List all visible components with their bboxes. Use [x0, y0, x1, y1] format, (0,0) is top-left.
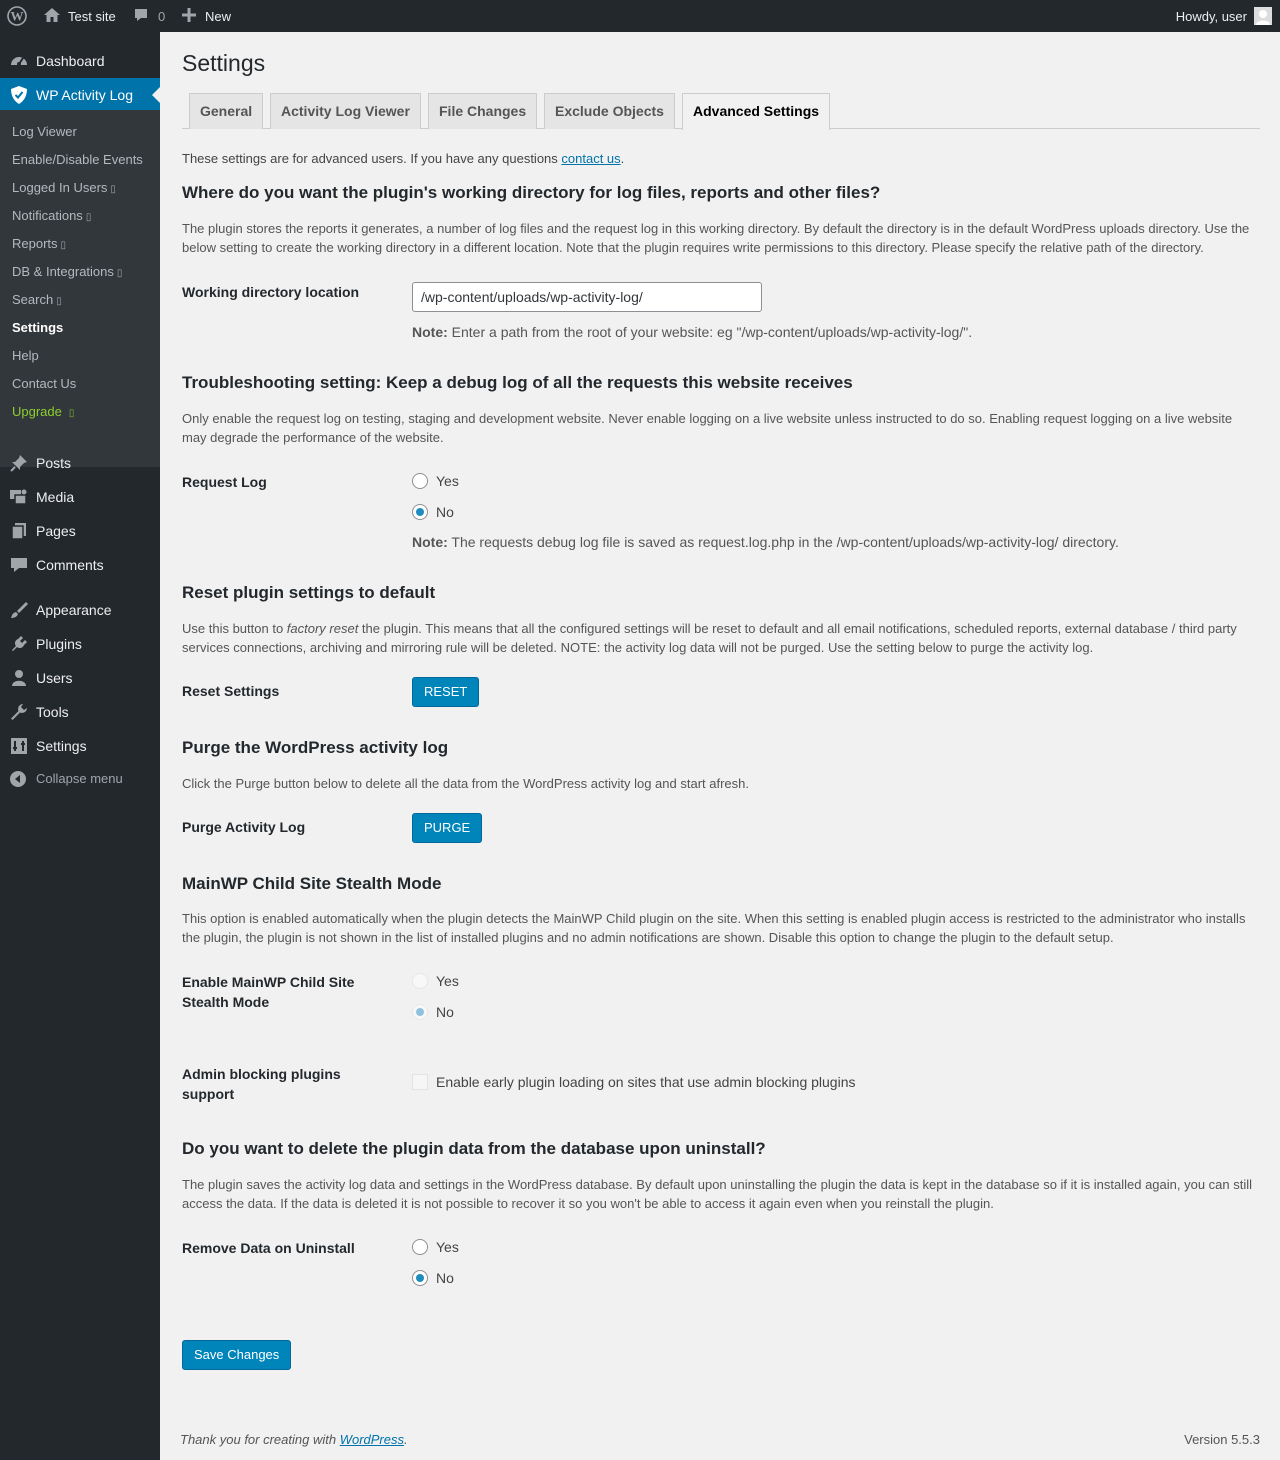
pages-icon [9, 521, 29, 541]
admin-sidebar [0, 32, 160, 1460]
working-directory-input[interactable] [412, 282, 762, 312]
avatar [1254, 7, 1272, 25]
menu-settings[interactable] [0, 729, 160, 763]
working-directory-description: The plugin stores the reports it generates, a number of log files and the request log in this working directory. By default the directory is in the default WordPress uploads directory. Use the below setting to create the working directory in a different location. Note that the plugin requires write permissions to this directory. Please specify the relative path of the directory. [182, 221, 1250, 255]
menu-posts[interactable] [0, 446, 160, 480]
admin-blocking-option[interactable]: Enable early plugin loading on sites that use admin blocking plugins [412, 1072, 856, 1092]
working-directory-heading: Where do you want the plugin's working directory for log files, reports and other files? [182, 183, 881, 202]
submenu-log-viewer[interactable]: Log Viewer [12, 124, 77, 139]
tab-activity-log-viewer[interactable]: Activity Log Viewer [270, 93, 421, 129]
remove-data-no-option[interactable]: No [412, 1268, 454, 1288]
admin-blocking-label: Admin blocking plugins support [182, 1066, 341, 1102]
menu-label: Dashboard [36, 53, 105, 69]
site-name-link[interactable] [43, 0, 116, 32]
dashboard-gauge-icon [9, 51, 29, 71]
comments-link[interactable] [133, 0, 165, 32]
stealth-mode-no-radio[interactable] [412, 1004, 428, 1020]
uninstall-description: The plugin saves the activity log data and settings in the WordPress database. By default upon uninstalling the plugin the data is kept in the database so if it is installed again, you can still access the data. If the data is deleted it is not possible to recover it so you won't be able to access it again even when you reinstall the plugin. [182, 1177, 1253, 1211]
collapse-label: Collapse menu [36, 771, 123, 786]
settings-tabs [182, 93, 1260, 129]
comments-count: 0 [158, 8, 166, 24]
menu-label: Appearance [36, 602, 112, 618]
stealth-mode-yes-radio[interactable] [412, 973, 428, 989]
request-log-note: Note: The requests debug log file is saved as request.log.php in the /wp-content/uploads/wp-activity-log/ directory. [412, 534, 1119, 550]
menu-label: Comments [36, 557, 104, 573]
menu-comments[interactable] [0, 548, 160, 582]
submenu-notifications[interactable]: Notifications ▯ [12, 208, 92, 223]
comment-bubble-icon [9, 555, 29, 575]
wrench-icon [9, 702, 29, 722]
media-icon [9, 487, 29, 507]
remove-data-no-radio[interactable] [412, 1270, 428, 1286]
reset-button[interactable]: RESET [412, 677, 479, 707]
working-directory-note: Note: Enter a path from the root of your website: eg "/wp-content/uploads/wp-activity-log/". [412, 324, 973, 340]
menu-label: Settings [36, 738, 87, 754]
plug-icon [9, 634, 29, 654]
submenu-search[interactable]: Search ▯ [12, 292, 62, 307]
plugin-submenu [0, 110, 160, 467]
comment-bubble-icon [133, 7, 149, 26]
pushpin-icon [9, 453, 29, 473]
wordpress-version: Version 5.5.3 [1184, 1432, 1260, 1447]
reset-heading: Reset plugin settings to default [182, 583, 436, 602]
page-title: Settings [182, 50, 266, 76]
collapse-menu-button[interactable] [0, 762, 160, 796]
my-account-link[interactable] [1176, 0, 1272, 32]
wordpress-link[interactable]: WordPress [339, 1432, 404, 1447]
wordpress-logo-icon[interactable] [7, 0, 27, 32]
menu-label: Media [36, 489, 75, 505]
submenu-upgrade[interactable]: Upgrade ▯ [12, 404, 75, 419]
request-log-yes-option[interactable]: Yes [412, 471, 459, 491]
purge-button[interactable]: PURGE [412, 813, 482, 843]
reset-description: Use this button to factory reset the plugin. This means that all the configured settings will be reset to default and all email notifications, scheduled reports, external database / third party services connections, archiving and mirroring rule will be deleted. NOTE: the activity log data will not be purged. Use the setting below to purge the activity log. [182, 621, 1237, 655]
stealth-mode-label: Enable MainWP Child Site Stealth Mode [182, 974, 355, 1010]
menu-tools[interactable] [0, 695, 160, 729]
admin-bar [0, 0, 1280, 32]
stealth-mode-description: This option is enabled automatically when the plugin detects the MainWP Child plugin on the site. When this setting is enabled plugin access is restricted to the administrator who installs the plugin, the plugin is not shown in the list of installed plugins and no admin notifications are shown. Disable this option to change the plugin to the default setup. [182, 911, 1246, 945]
stealth-mode-heading: MainWP Child Site Stealth Mode [182, 874, 442, 893]
remove-data-yes-option[interactable]: Yes [412, 1237, 459, 1257]
request-log-yes-radio[interactable] [412, 473, 428, 489]
new-content-link[interactable] [182, 0, 231, 32]
menu-label: Pages [36, 523, 76, 539]
settings-sliders-icon [9, 736, 29, 756]
svg-text:W: W [10, 8, 24, 24]
stealth-mode-yes-option[interactable]: Yes [412, 971, 459, 991]
troubleshooting-description: Only enable the request log on testing, staging and development website. Never enable logging on a live website unless instructed to do so. Enabling request logging on a live website may degrade the performance of the website. [182, 411, 1233, 445]
admin-blocking-checkbox[interactable] [412, 1074, 428, 1090]
menu-wp-activity-log[interactable] [0, 78, 160, 112]
home-icon [43, 6, 61, 27]
uninstall-heading: Do you want to delete the plugin data from the database upon uninstall? [182, 1139, 766, 1158]
tab-general[interactable]: General [189, 93, 263, 129]
user-icon [9, 668, 29, 688]
new-label: New [205, 8, 232, 24]
shield-icon [9, 85, 29, 105]
reset-settings-label: Reset Settings [182, 683, 280, 699]
menu-dashboard[interactable] [0, 44, 160, 78]
menu-media[interactable] [0, 480, 160, 514]
menu-plugins[interactable] [0, 627, 160, 661]
remove-data-yes-radio[interactable] [412, 1239, 428, 1255]
submenu-enable-disable-events[interactable]: Enable/Disable Events [12, 152, 143, 167]
menu-appearance[interactable] [0, 593, 160, 627]
submenu-reports[interactable]: Reports ▯ [12, 236, 67, 251]
intro-text: These settings are for advanced users. If you have any questions contact us. [182, 151, 625, 166]
site-name: Test site [68, 8, 116, 24]
paintbrush-icon [9, 600, 29, 620]
working-directory-label: Working directory location [182, 284, 360, 300]
menu-label: WP Activity Log [36, 87, 134, 103]
purge-description: Click the Purge button below to delete all the data from the WordPress activity log and start afresh. [182, 776, 749, 791]
collapse-arrow-icon [10, 771, 26, 790]
menu-users[interactable] [0, 661, 160, 695]
submenu-db-integrations[interactable]: DB & Integrations ▯ [12, 264, 123, 279]
save-changes-button[interactable]: Save Changes [182, 1340, 291, 1370]
submenu-help[interactable]: Help [12, 348, 39, 363]
menu-label: Tools [36, 704, 69, 720]
request-log-label: Request Log [182, 474, 267, 490]
purge-activity-log-label: Purge Activity Log [182, 819, 306, 835]
submenu-contact-us[interactable]: Contact Us [12, 376, 77, 391]
tab-file-changes[interactable]: File Changes [428, 93, 537, 129]
menu-pages[interactable] [0, 514, 160, 548]
menu-label: Plugins [36, 636, 82, 652]
footer-thanks: Thank you for creating with WordPress. [180, 1432, 408, 1447]
menu-label: Users [36, 670, 73, 686]
remove-data-label: Remove Data on Uninstall [182, 1240, 355, 1256]
plus-icon [182, 8, 196, 25]
contact-us-link[interactable]: contact us [561, 151, 621, 166]
submenu-settings[interactable]: Settings [12, 320, 64, 335]
request-log-no-radio[interactable] [412, 504, 428, 520]
submenu-logged-in-users[interactable]: Logged In Users ▯ [12, 180, 116, 195]
troubleshooting-heading: Troubleshooting setting: Keep a debug log of all the requests this website receives [182, 373, 853, 392]
purge-heading: Purge the WordPress activity log [182, 738, 449, 757]
menu-label: Posts [36, 455, 72, 471]
tab-exclude-objects[interactable]: Exclude Objects [544, 93, 675, 129]
stealth-mode-no-option[interactable]: No [412, 1002, 454, 1022]
tab-advanced-settings[interactable]: Advanced Settings [682, 93, 830, 130]
request-log-no-option[interactable]: No [412, 502, 454, 522]
howdy-text: Howdy, user [1175, 8, 1247, 24]
